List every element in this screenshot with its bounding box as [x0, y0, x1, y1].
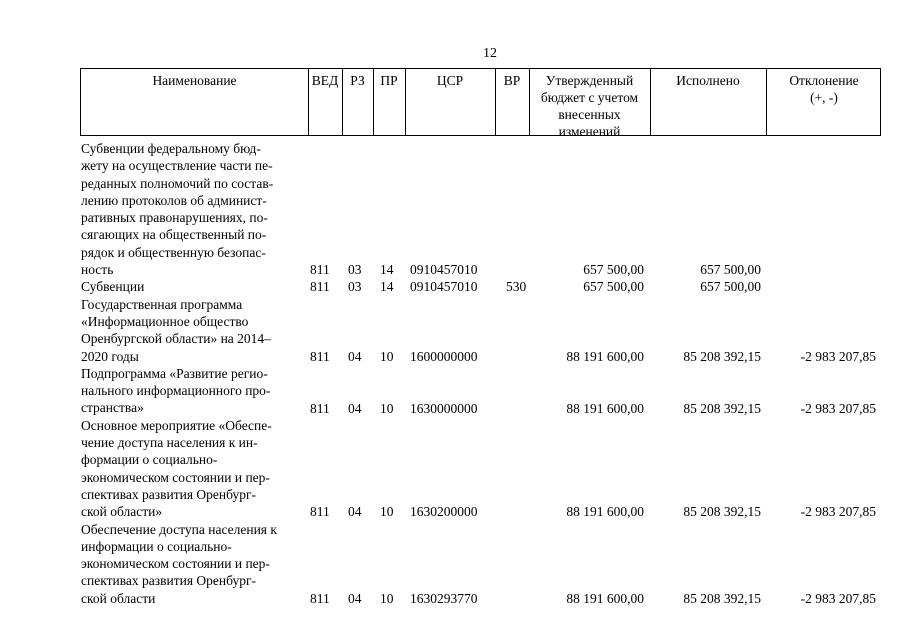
cell-deviation: -2 983 207,85 [800, 504, 876, 520]
header-name: Наименование [152, 73, 237, 88]
table-header [80, 68, 881, 139]
cell-deviation: -2 983 207,85 [800, 400, 876, 416]
cell-name-line: формации о социально- [81, 452, 218, 468]
cell-pr: 14 [380, 279, 394, 295]
cell-rz: 04 [348, 504, 362, 520]
header-approved [529, 72, 650, 140]
cell-deviation: -2 983 207,85 [800, 348, 876, 364]
cell-deviation: -2 983 207,85 [800, 590, 876, 606]
cell-approved: 88 191 600,00 [566, 504, 644, 520]
cell-approved: 88 191 600,00 [566, 348, 644, 364]
cell-name [81, 521, 309, 607]
cell-csr: 0910457010 [410, 262, 478, 278]
header-approved-line: изменений [558, 124, 621, 139]
cell-name-line: Государственная программа [81, 296, 243, 312]
cell-executed: 85 208 392,15 [683, 504, 761, 520]
cell-name-line: Основное мероприятие «Обеспе- [81, 417, 272, 433]
cell-pr: 14 [380, 262, 394, 278]
cell-executed: 85 208 392,15 [683, 348, 761, 364]
cell-csr: 1630293770 [410, 590, 478, 606]
cell-name [81, 296, 309, 365]
cell-name-line: ность [81, 262, 114, 278]
cell-executed: 657 500,00 [700, 279, 761, 295]
cell-name-line: Подпрограмма «Развитие регио- [81, 365, 268, 381]
cell-name [81, 417, 309, 521]
header-rz: РЗ [350, 73, 365, 88]
cell-name-line: Субвенции федеральному бюд- [81, 141, 261, 156]
cell-name-line: спективах развития Оренбург- [81, 573, 257, 589]
cell-rz: 04 [348, 348, 362, 364]
cell-name-line: ской области [81, 590, 156, 606]
cell-executed: 85 208 392,15 [683, 590, 761, 606]
cell-name-line: рядок и общественную безопас- [81, 244, 266, 260]
cell-rz: 03 [348, 262, 362, 278]
cell-csr: 1630200000 [410, 504, 478, 520]
cell-name-line: экономическом состоянии и пер- [81, 556, 270, 572]
cell-rz: 04 [348, 400, 362, 416]
cell-name-line: жету на осуществление части пе- [81, 158, 273, 174]
cell-ved: 811 [310, 590, 330, 606]
cell-name [81, 365, 309, 417]
page-number: 12 [483, 46, 497, 61]
header-deviation-line: (+, -) [810, 90, 838, 105]
cell-name-line: ративных правонарушениях, по- [81, 210, 268, 226]
cell-executed: 85 208 392,15 [683, 400, 761, 416]
cell-ved: 811 [310, 262, 330, 278]
cell-executed: 657 500,00 [700, 262, 761, 278]
cell-name-line: 2020 годы [81, 348, 139, 364]
cell-approved: 657 500,00 [583, 262, 644, 278]
cell-approved: 88 191 600,00 [566, 590, 644, 606]
cell-pr: 10 [380, 590, 394, 606]
header-pr: ПР [380, 73, 398, 88]
cell-ved: 811 [310, 348, 330, 364]
cell-rz: 03 [348, 279, 362, 295]
header-vr: ВР [503, 73, 521, 88]
cell-name [81, 140, 309, 278]
header-approved-line: бюджет с учетом [540, 90, 639, 105]
cell-csr: 1630000000 [410, 400, 478, 416]
cell-name-line: сягающих на общественный по- [81, 227, 267, 243]
header-approved-line: Утвержденный [545, 73, 634, 88]
cell-name-line: чение доступа населения к ин- [81, 435, 258, 451]
header-deviation-line: Отклонение [789, 73, 859, 88]
cell-rz: 04 [348, 590, 362, 606]
cell-name-line: странства» [81, 400, 144, 416]
cell-approved: 657 500,00 [583, 279, 644, 295]
cell-name-line: ской области» [81, 504, 163, 520]
cell-pr: 10 [380, 504, 394, 520]
cell-name [81, 278, 309, 295]
cell-csr: 1600000000 [410, 348, 478, 364]
cell-name-line: Оренбургской области» на 2014– [81, 331, 271, 347]
cell-name-line: реданных полномочий по состав- [81, 175, 274, 191]
cell-ved: 811 [310, 400, 330, 416]
header-deviation [766, 72, 882, 106]
cell-name-line: нального информационного про- [81, 383, 271, 399]
cell-vr: 530 [506, 279, 527, 295]
cell-pr: 10 [380, 348, 394, 364]
cell-pr: 10 [380, 400, 394, 416]
header-csr: ЦСР [436, 73, 464, 88]
header-approved-line: внесенных [558, 107, 621, 122]
header-ved: ВЕД [311, 73, 339, 88]
cell-name-line: информации о социально- [81, 538, 232, 554]
cell-csr: 0910457010 [410, 279, 478, 295]
cell-name-line: Обеспечение доступа населения к [81, 521, 277, 537]
cell-approved: 88 191 600,00 [566, 400, 644, 416]
header-executed: Исполнено [676, 73, 740, 88]
cell-name-line: Субвенции [81, 279, 145, 295]
cell-name-line: экономическом состоянии и пер- [81, 469, 270, 485]
cell-ved: 811 [310, 279, 330, 295]
cell-name-line: лению протоколов об админист- [81, 192, 267, 208]
cell-name-line: «Информационное общество [81, 313, 249, 329]
cell-ved: 811 [310, 504, 330, 520]
cell-name-line: спективах развития Оренбург- [81, 486, 257, 502]
